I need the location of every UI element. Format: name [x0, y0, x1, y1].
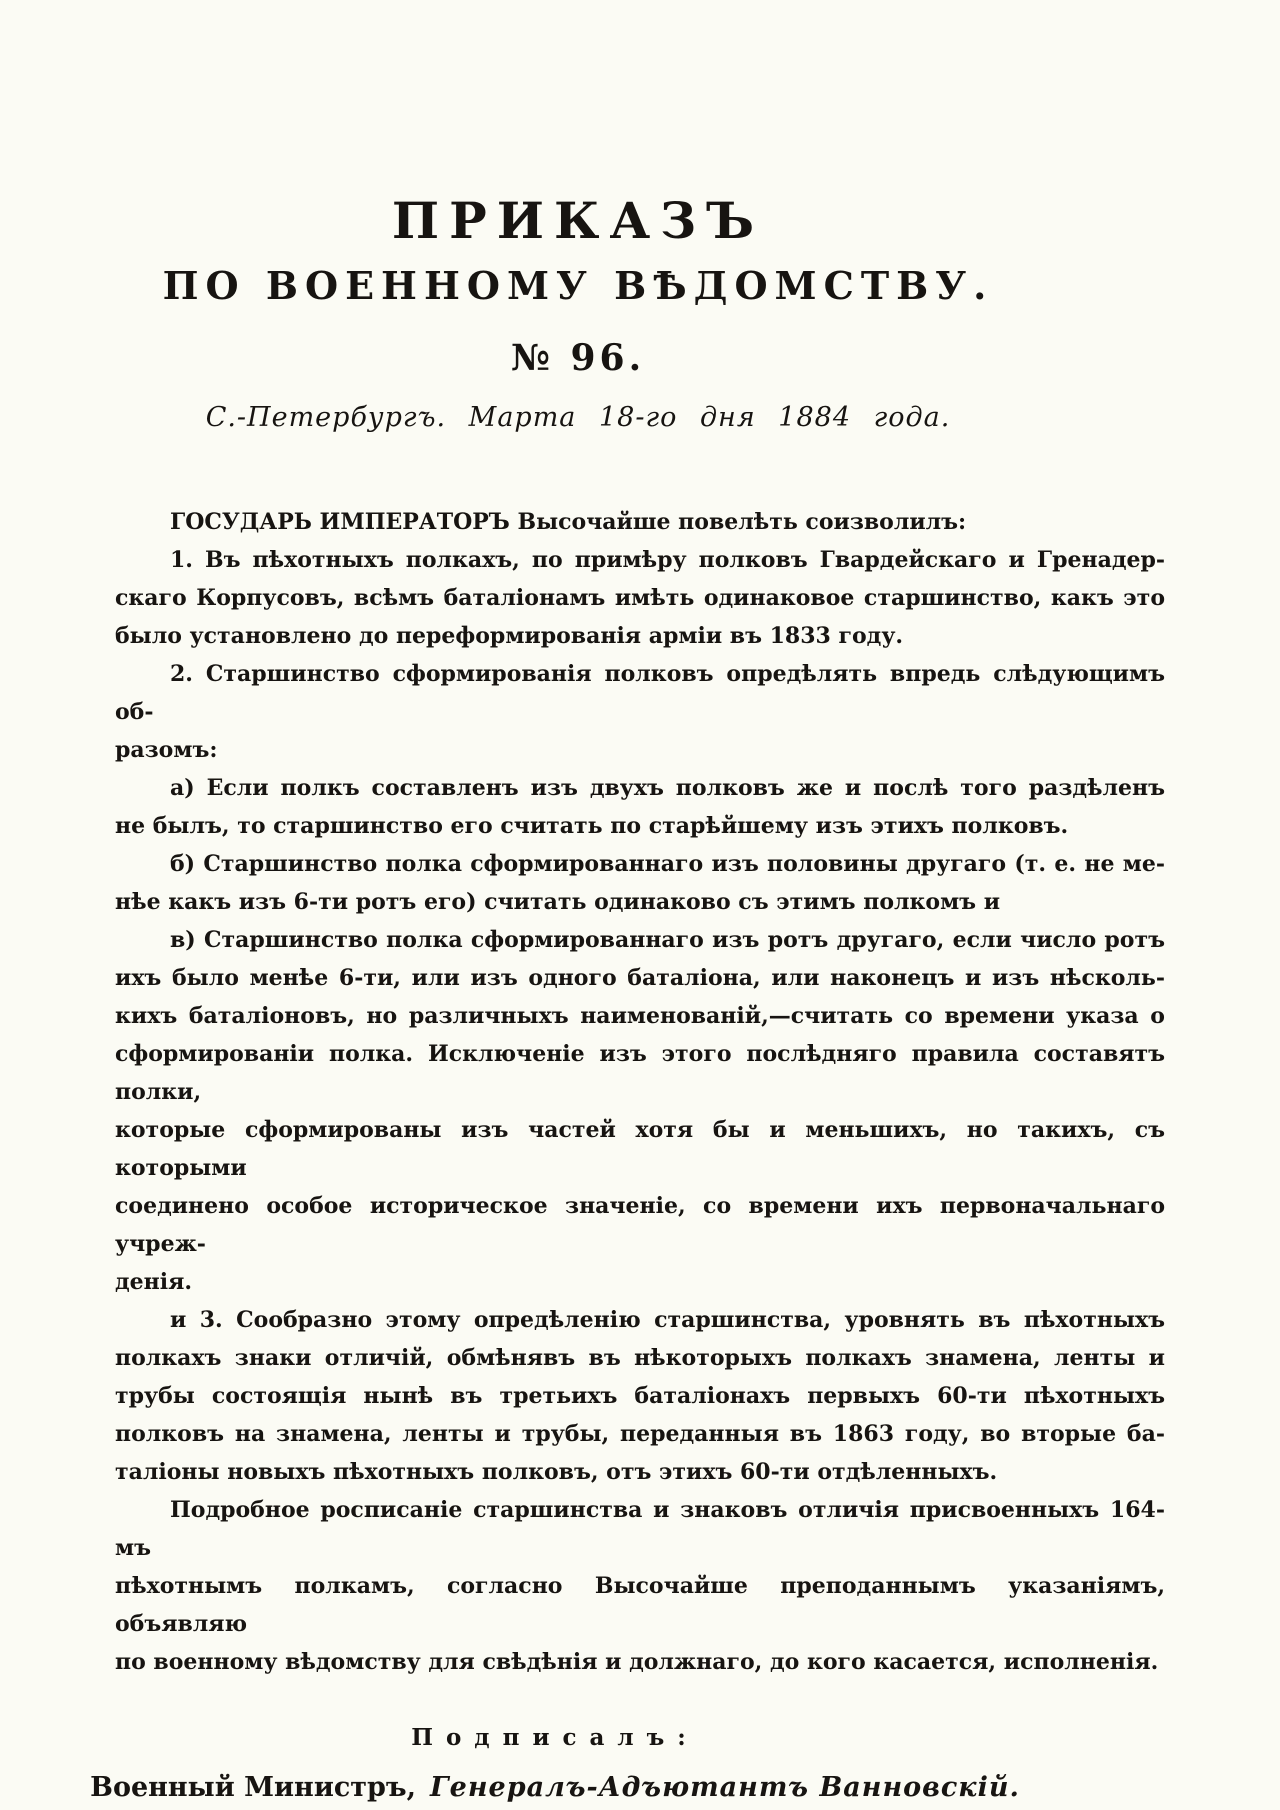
- text-line: полковъ на знамена, ленты и трубы, переданныя въ 1863 году, во вторые ба-: [115, 1421, 1165, 1447]
- signer-name: Генералъ-Адъютантъ Ванновскій.: [430, 1772, 1020, 1803]
- text-line: разомъ:: [115, 737, 218, 763]
- signed-label: Подписалъ:: [411, 1724, 699, 1751]
- paragraph: [115, 845, 1165, 921]
- text-line: нѣе какъ изъ 6-ти ротъ его) считать одинаково съ этимъ полкомъ и: [115, 889, 1001, 915]
- paragraph: [115, 655, 1165, 769]
- text-line: кихъ баталіоновъ, но различныхъ наименованій,—считать со времени указа о: [115, 1003, 1165, 1029]
- text-line: было установлено до переформированія арміи въ 1833 году.: [115, 623, 904, 649]
- text-line: денія.: [115, 1269, 193, 1295]
- text-line: ихъ было менѣе 6-ти, или изъ одного баталіона, или наконецъ и изъ нѣсколь-: [115, 965, 1165, 991]
- paragraph: [115, 503, 1165, 541]
- document-subtitle: ПО ВОЕННОМУ ВѢДОМСТВУ.: [162, 263, 994, 308]
- text-line: таліоны новыхъ пѣхотныхъ полковъ, отъ этихъ 60-ти отдѣленныхъ.: [115, 1459, 998, 1485]
- paragraph: [115, 1301, 1165, 1491]
- document-heading: [0, 0, 1218, 435]
- text-line: б) Старшинство полка сформированнаго изъ половины другаго (т. е. не ме-: [170, 851, 1165, 877]
- text-line: не былъ, то старшинство его считать по старѣйшему изъ этихъ полковъ.: [115, 813, 1069, 839]
- signer-line: [0, 1770, 1195, 1806]
- text-line: которые сформированы изъ частей хотя бы и меньшихъ, но такихъ, съ которыми: [115, 1117, 1165, 1181]
- text-line: соединено особое историческое значеніе, со времени ихъ первоначальнаго учреж-: [115, 1193, 1165, 1257]
- text-line: а) Если полкъ составленъ изъ двухъ полковъ же и послѣ того раздѣленъ: [170, 775, 1165, 801]
- text-line: Подробное росписаніе старшинства и знаковъ отличія присвоенныхъ 164-мъ: [115, 1497, 1165, 1561]
- text-line: сформированіи полка. Исключеніе изъ этого послѣдняго правила составятъ полки,: [115, 1041, 1165, 1105]
- paragraph: [115, 541, 1165, 655]
- text-line: 2. Старшинство сформированія полковъ опредѣлять впредь слѣдующимъ об-: [115, 661, 1165, 725]
- paragraph: [115, 769, 1165, 845]
- paragraph: [115, 921, 1165, 1301]
- document-title: ПРИКАЗЪ: [391, 191, 765, 250]
- text-line: пѣхотнымъ полкамъ, согласно Высочайше преподаннымъ указаніямъ, объявляю: [115, 1573, 1165, 1637]
- order-number: № 96.: [510, 337, 646, 379]
- signer-role: Военный Министръ,: [90, 1772, 417, 1803]
- text-line: полкахъ знаки отличій, обмѣнявъ въ нѣкоторыхъ полкахъ знамена, ленты и: [115, 1345, 1165, 1371]
- document-body: [115, 503, 1165, 1681]
- signature-block: [0, 1723, 1195, 1806]
- text-line: скаго Корпусовъ, всѣмъ баталіонамъ имѣть одинаковое старшинство, какъ это: [115, 585, 1165, 611]
- text-line: трубы состоящія нынѣ въ третьихъ баталіонахъ первыхъ 60-ти пѣхотныхъ: [115, 1383, 1165, 1409]
- text-line: по военному вѣдомству для свѣдѣнія и должнаго, до кого касается, исполненія.: [115, 1649, 1159, 1675]
- paragraph: [115, 1491, 1165, 1681]
- dateline: С.-Петербургъ. Марта 18-го дня 1884 года.: [205, 402, 951, 433]
- text-line: в) Старшинство полка сформированнаго изъ ротъ другаго, если число ротъ: [170, 927, 1165, 953]
- text-line: ГОСУДАРЬ ИМПЕРАТОРЪ Высочайше повелѣть соизволилъ:: [170, 509, 967, 535]
- text-line: и 3. Сообразно этому опредѣленію старшинства, уровнять въ пѣхотныхъ: [170, 1307, 1165, 1333]
- text-line: 1. Въ пѣхотныхъ полкахъ, по примѣру полковъ Гвардейскаго и Гренадер-: [170, 547, 1165, 573]
